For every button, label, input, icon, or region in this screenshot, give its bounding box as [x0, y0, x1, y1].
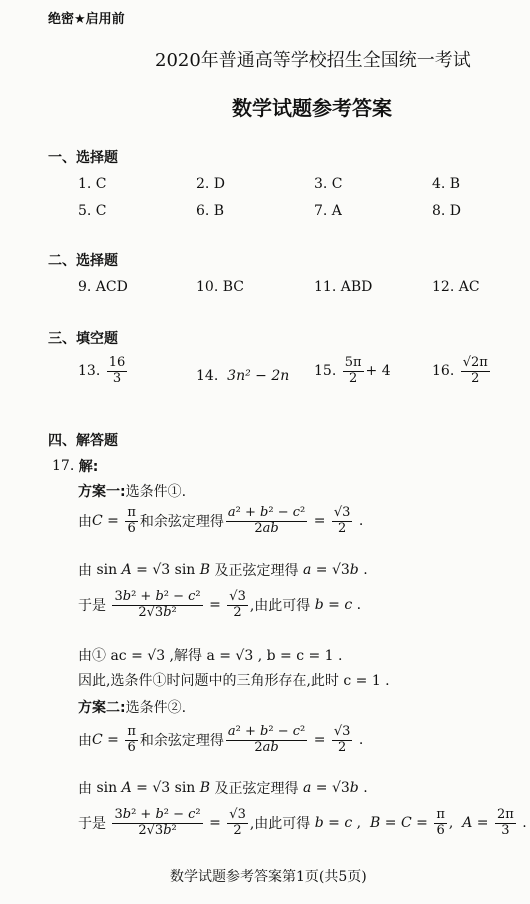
- answer-4: 4. B: [432, 176, 461, 192]
- plan-1-heading: 方案一: 选条件①.: [78, 484, 187, 500]
- answer-2: 2. D: [196, 176, 226, 192]
- q15-label: 15.: [314, 363, 337, 380]
- q17-heading: [52, 456, 98, 476]
- exam-title: 2020年普通高等学校招生全国统一考试: [155, 50, 471, 71]
- answer-8: 8. D: [432, 203, 462, 219]
- section-3-heading: 三、填空题: [48, 331, 118, 347]
- confidential-label: 绝密★启用前: [48, 12, 125, 27]
- page-footer: 数学试题参考答案第1页(共5页): [170, 869, 367, 885]
- q14-label: 14.: [196, 368, 219, 384]
- q13-label: 13.: [78, 363, 101, 380]
- plan1-line-4: 由① ac = √3 ,解得 a = √3 , b = c = 1 .: [78, 648, 343, 664]
- q17-jie: 解:: [78, 459, 99, 475]
- q13-fraction: $\frac{16}{3}$: [108, 355, 126, 386]
- q17-label: 17.: [52, 458, 75, 474]
- answer-10: 10. BC: [196, 279, 244, 295]
- answer-3: 3. C: [314, 176, 343, 192]
- plan1-line-2: 由 sin A = √3 sin B 及正弦定理得 a = √3 b .: [78, 562, 368, 579]
- section-4-heading: 四、解答题: [48, 433, 118, 449]
- fill-14: [196, 368, 289, 384]
- answer-5: 5. C: [78, 203, 107, 219]
- answer-6: 6. B: [196, 203, 225, 219]
- plan2-line-2: 由 sin A = √3 sin B 及正弦定理得 a = √3 b .: [78, 780, 368, 797]
- page-title: 数学试题参考答案: [232, 96, 392, 120]
- q15-rest: + 4: [365, 363, 391, 380]
- fill-13: [78, 356, 129, 387]
- q15-fraction: $\frac{5\pi}{2}$: [344, 355, 362, 386]
- answer-9: 9. ACD: [78, 279, 128, 295]
- plan2-line-3: 于是 $\frac{\text{3b² + b² − c²}}{\text{2√3b²}}$ = $\frac{√3}{2}$ ,由此可得 b = c , B = C = $\frac{\pi}{6}$ , A = $\frac{2\pi}{3}$ .: [78, 807, 527, 838]
- fill-16: [432, 356, 492, 387]
- plan1-line-5: 因此,选条件①时问题中的三角形存在,此时 c = 1 .: [78, 673, 390, 689]
- plan-2-heading: 方案二: 选条件②.: [78, 700, 187, 716]
- answer-11: 11. ABD: [314, 279, 373, 295]
- answer-7: 7. A: [314, 203, 342, 219]
- answer-1: 1. C: [78, 176, 107, 192]
- section-1-heading: 一、选择题: [48, 150, 118, 166]
- fill-15: [314, 356, 391, 387]
- q16-label: 16.: [432, 363, 455, 380]
- q14-answer: 3n² − 2n: [227, 368, 290, 384]
- plan2-line-1: 由 C = $\frac{\pi}{6}$ 和余弦定理得 $\frac{\text{a² + b² − c²}}{2ab}$ = $\frac{√3}{2}$ .: [78, 724, 364, 755]
- section-2-heading: 二、选择题: [48, 253, 118, 269]
- plan1-line-3: 于是 $\frac{\text{3b² + b² − c²}}{\text{2√3b²}}$ = $\frac{√3}{2}$ ,由此可得 b = c .: [78, 589, 362, 620]
- q16-fraction: $\frac{√2\pi}{2}$: [462, 355, 488, 386]
- answer-12: 12. AC: [432, 279, 480, 295]
- plan1-line-1: 由 C = $\frac{\pi}{6}$ 和余弦定理得 $\frac{\text{a² + b² − c²}}{2ab}$ = $\frac{√3}{2}$ .: [78, 505, 364, 536]
